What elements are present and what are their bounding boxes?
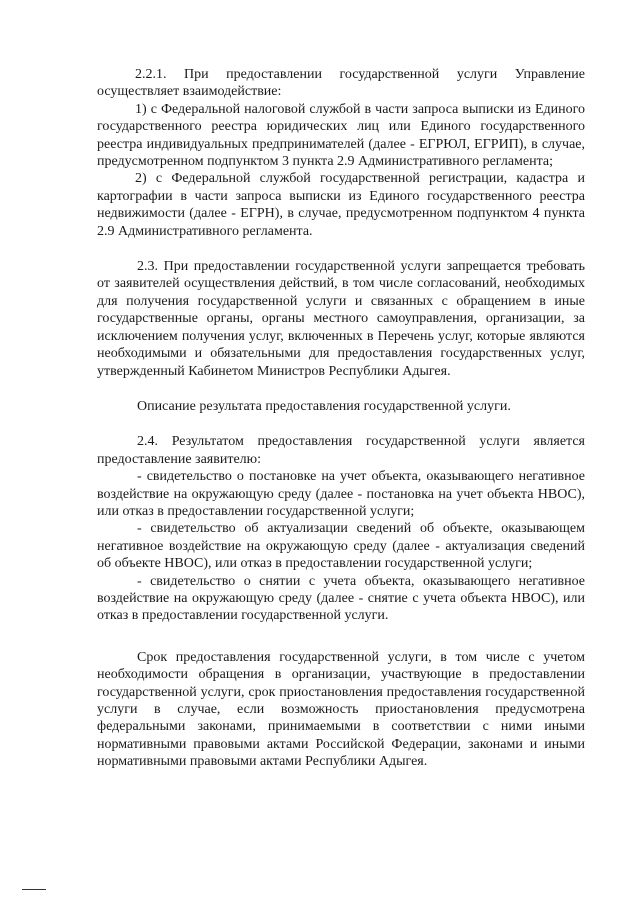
section-2-4-item-3: - свидетельство о снятии с учета объекта, оказывающего негативное воздействие на окружающую среду (далее - снятие с учета объекта НВОС), или отказ в предоставлении государственной услуги. [97, 573, 585, 624]
section-2-4-item-1: - свидетельство о постановке на учет объекта, оказывающего негативное воздействие на окружающую среду (далее - постановка на учет объекта НВОС), или отказ в предоставлении государственной услуги; [97, 469, 585, 519]
paragraph-gap [97, 240, 585, 258]
section-2-4-item-2: - свидетельство об актуализации сведений об объекте, оказывающем негативное воздействие на окружающую среду (далее - актуализация сведений об объекте НВОС), или отказ в предоставлении государственной услуги; [97, 521, 585, 572]
term-of-service-paragraph: Срок предоставления государственной услуги, в том числе с учетом необходимости обращения в организации, участвующие в предоставлении государственной услуги, срок приостановления предоставления государственной услуги в случае, если возможность приостановления предусмотрена федеральными законами, принимаемыми в соответствии с ними иными нормативными правовыми актами Российской Федерации, законами и иными нормативными правовыми актами Республики Адыгея. [97, 649, 585, 770]
section-2-2-1-item-2: 2) с Федеральной службой государственной регистрации, кадастра и картографии в части запроса выписки из Единого государственного реестра недвижимости (далее - ЕГРН), в случае, предусмотренном подпунктом 4 пункта 2.9 Административного регламента. [97, 171, 585, 239]
section-2-2-1-intro: 2.2.1. При предоставлении государственной услуги Управление осуществляет взаимодействие: [97, 67, 585, 100]
footnote-divider [22, 889, 46, 890]
paragraph-gap [97, 415, 585, 433]
section-2-2-1-item-1: 1) с Федеральной налоговой службой в части запроса выписки из Единого государственного реестра юридических лиц или Единого государственного реестра индивидуальных предпринимателей (далее - ЕГРЮЛ, ЕГРИП), в случае, предусмотренном подпунктом 3 пункта 2.9 Административного регламента; [97, 101, 585, 170]
paragraph-gap [97, 625, 585, 649]
document-body [97, 66, 585, 771]
section-2-4-intro: 2.4. Результатом предоставления государственной услуги является предоставление заявителю: [97, 434, 585, 467]
section-2-3: 2.3. При предоставлении государственной услуги запрещается требовать от заявителей осуществления действий, в том числе согласований, необходимых для получения государственной услуги и связанных с обращением в иные государственные органы, органы местного самоуправления, организации, за исключением получения услуг, включенных в Перечень услуг, которые являются необходимыми и обязательными для предоставления государственных услуг, утвержденный Кабинетом Министров Республики Адыгея. [97, 259, 585, 379]
paragraph-gap [97, 380, 585, 398]
heading-result-description: Описание результата предоставления государственной услуги. [137, 398, 511, 414]
